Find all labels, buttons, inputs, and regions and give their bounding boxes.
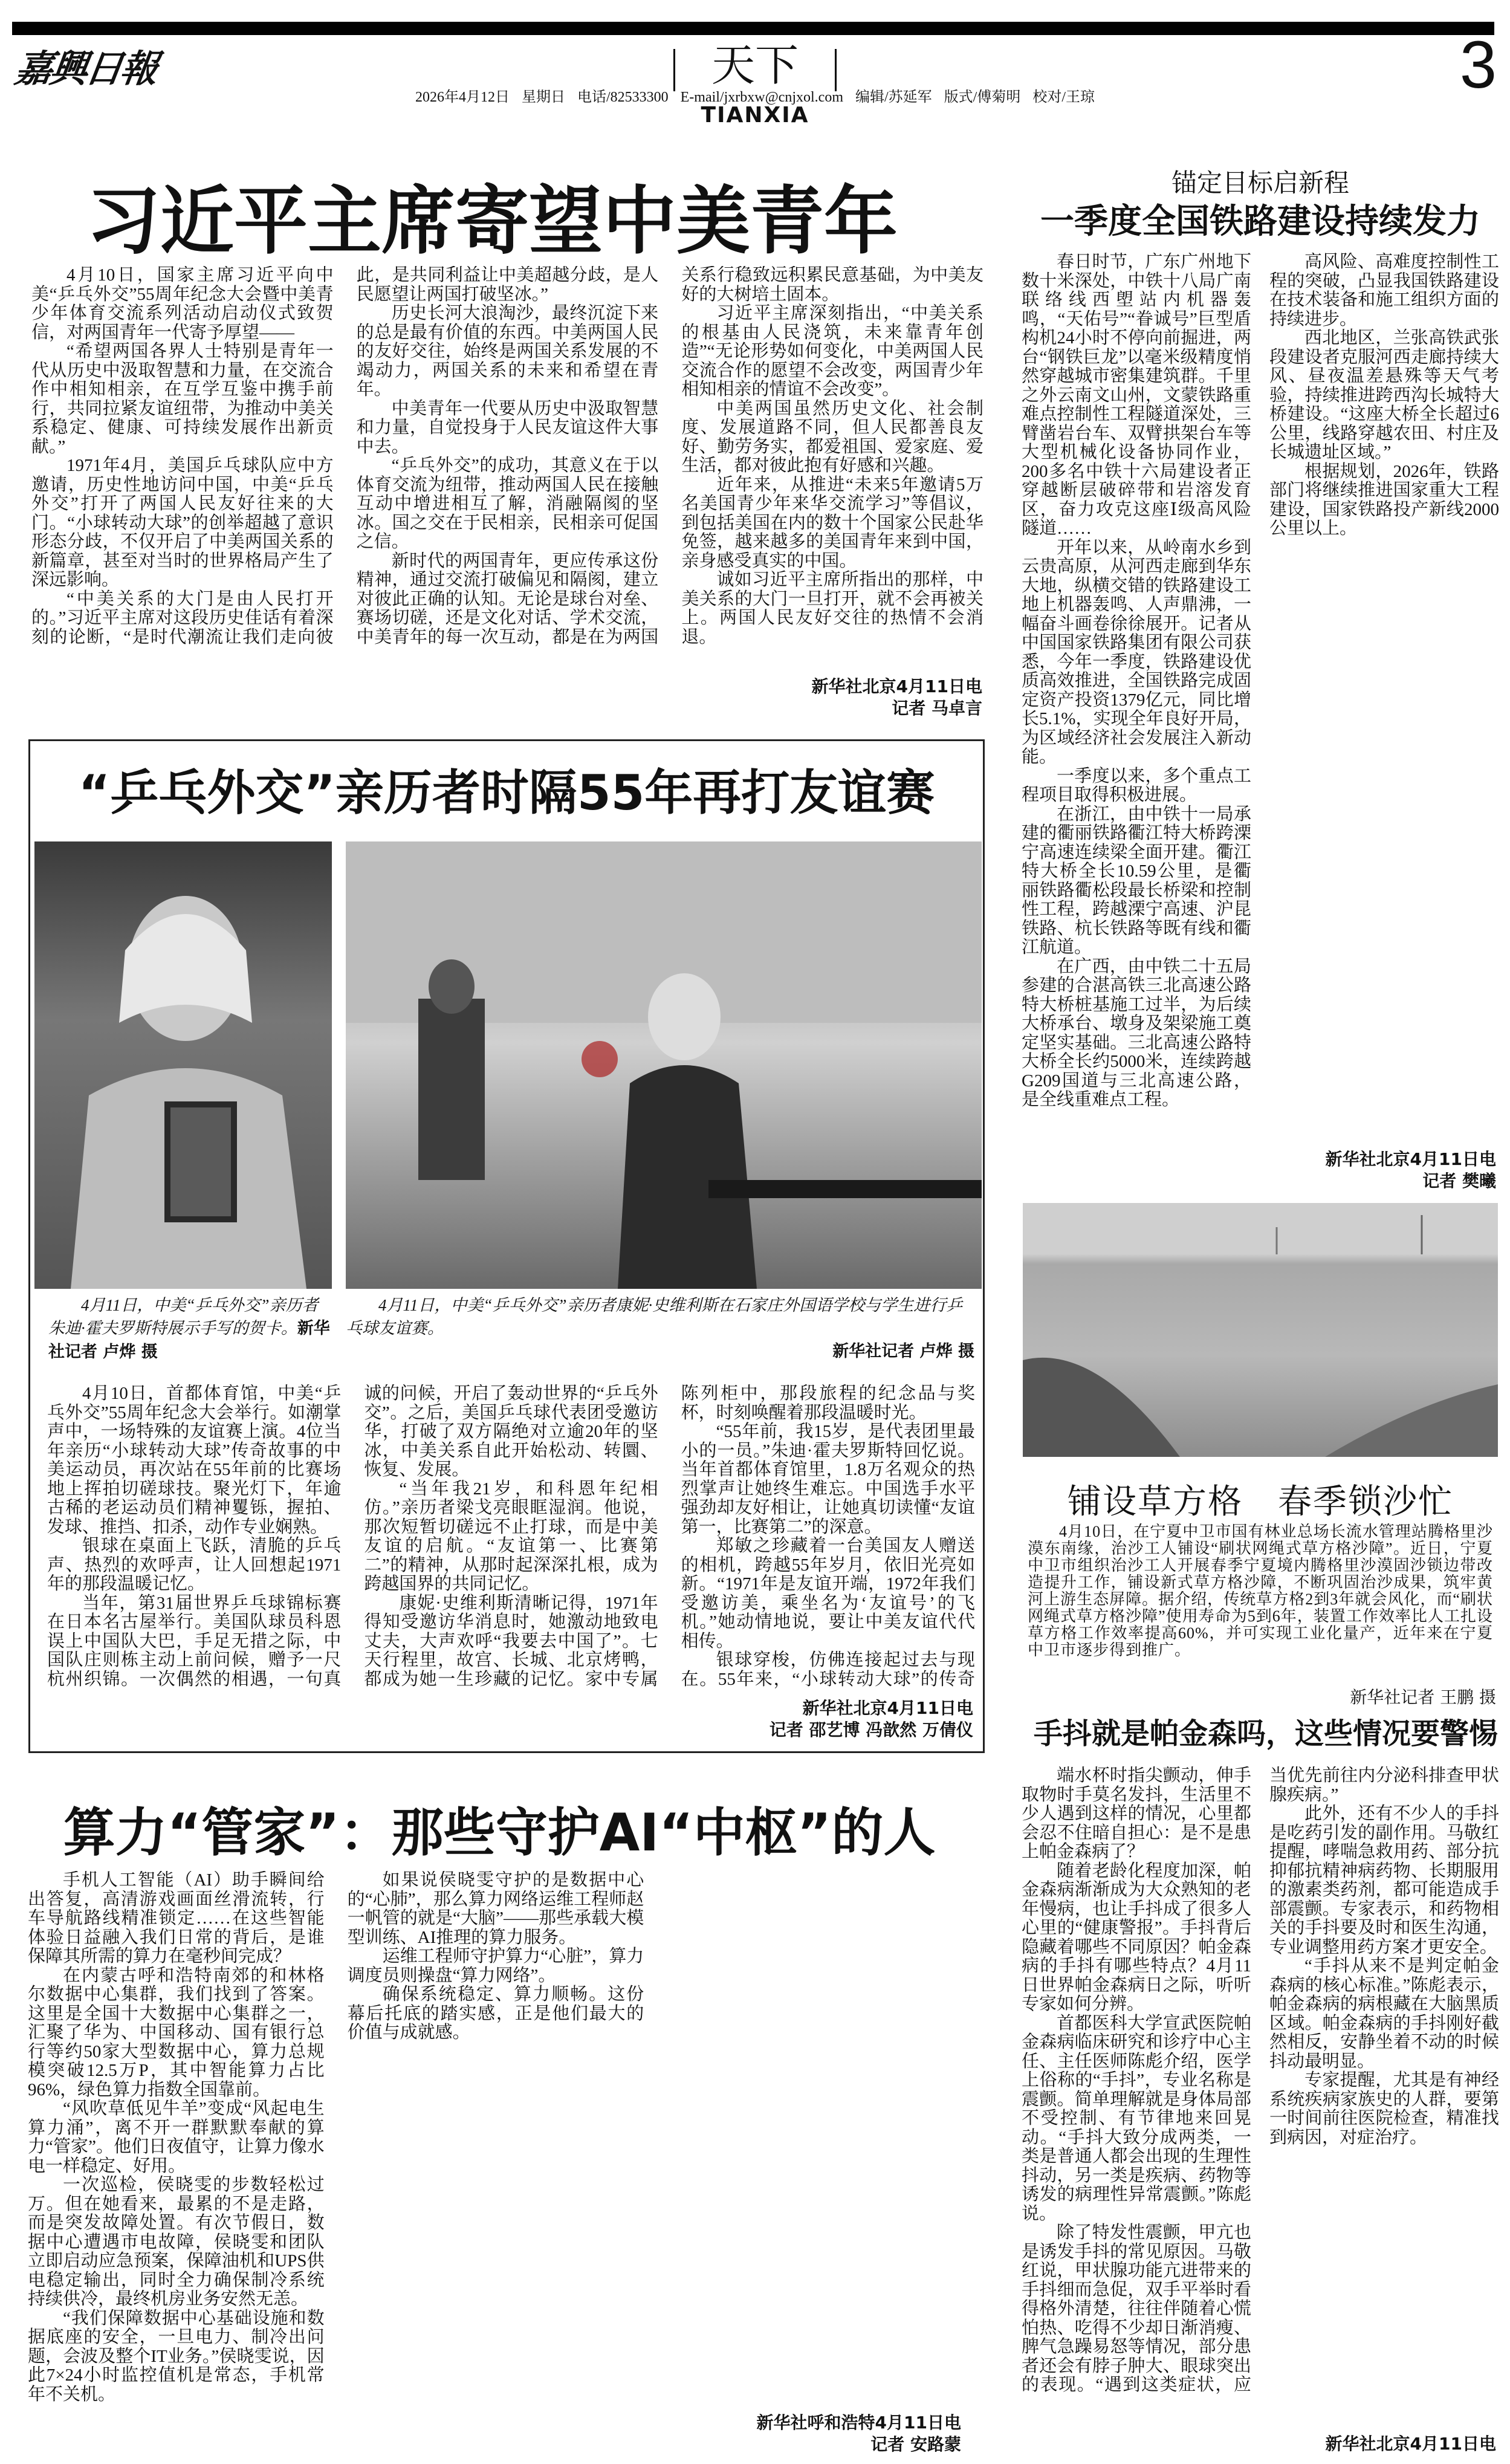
paragraph: “手抖从来不是判定帕金森病的核心标准。”陈彪表示，帕金森病的病根藏在大脑黑质区域。帕金森病的手抖刚好截然相反，安静坐着不动的时候抖动最明显。 xyxy=(1269,1956,1499,2071)
paragraph: 4月10日，国家主席习近平向中美“乒乓外交”55周年纪念大会暨中美青少年体育交流系列活动启动仪式致贺信，对两国青年一代寄予厚望—— xyxy=(31,266,334,342)
photo-desert-grass-grid xyxy=(1023,1203,1498,1457)
rail-kicker: 锚定目标启新程 xyxy=(1171,170,1349,198)
paragraph: 1971年4月，美国乒乓球队应中方邀请，历史性地访问中国，中美“乒乓外交”打开了两国人民友好往来的大门。“小球转动大球”的创举超越了意识形态分歧，不仅开启了中美两国关系的新篇章，甚至对当时的世界格局产生了深远影响。 xyxy=(31,456,334,589)
paragraph: 银球穿梭，仿佛连接起过去与现在。55年来，“小球转动大球”的传奇 xyxy=(681,1650,975,1689)
paragraph: 郑敏之珍藏着一台美国友人赠送的相机，跨越55年岁月，依旧光亮如新。“1971年是友谊开端，1972年我们受邀访美，乘坐名为‘友谊号’的飞机。”她动情地说，要让中美友谊代代相传。 xyxy=(681,1536,975,1651)
paragraph: 历史长河大浪淘沙，最终沉淀下来的总是最有价值的东西。中美两国人民的友好交往，始终是两国关系发展的不竭动力，两国关系的未来和希望在青年。 xyxy=(356,303,659,399)
paragraph: 运维工程师守护算力“心脏”，算力调度员则操盘“算力网络”。 xyxy=(347,1947,644,1985)
paragraph: “风吹草低见牛羊”变成“风起电生算力涌”，离不开一群默默奉献的算力“管家”。他们日夜值守，让算力像水电一样稳定、好用。 xyxy=(28,2099,325,2176)
paragraph: 根据规划，2026年，铁路部门将继续推进国家重大工程建设，国家铁路投产新线2000公里以上。 xyxy=(1269,461,1499,538)
photo-judy-card xyxy=(34,841,332,1289)
article-ai-byline xyxy=(665,2412,961,2456)
section-pinyin: TIANXIA xyxy=(701,103,809,128)
caption-right xyxy=(346,1294,974,1363)
paragraph: 端水杯时指尖颤动，伸手取物时手莫名发抖，生活里不少人遇到这样的情况，心里都会忍不住暗自担心：是不是患上帕金森病了？ xyxy=(1022,1766,1251,1861)
paragraph: 诚如习近平主席所指出的那样，中美关系的大门一旦打开，就不会再被关上。两国人民友好交往的热情不会消退。 xyxy=(681,570,983,647)
paragraph: 中美青年一代要从历史中汲取智慧和力量，自觉投身于人民友谊这件大事中去。 xyxy=(356,398,659,456)
photo-desert-caption: 4月10日，在宁夏中卫市国有林业总场长流水管理站腾格里沙漠东南缘，治沙工人铺设“刷状网绳式草方格沙障”。近日，宁夏中卫市组织治沙工人开展春季宁夏境内腾格里沙漠固沙锁边带改造提升工作，铺设新式草方格沙障，不断巩固治沙成果，筑牢黄河上游生态屏障。据介绍，传统草方格2到3年就会风化，而“刷状网绳式草方格沙障”使用寿命为5到6年，装置工作效率比人工扎设草方格工作效率提高60%，并可实现工业化量产，近年来在宁夏中卫市逐步得到推广。 xyxy=(1028,1523,1493,1659)
article-pingpong-byline xyxy=(668,1697,973,1741)
newspaper-logo: 嘉興日報 xyxy=(12,49,158,90)
paragraph: “当年我21岁，和科恩年纪相仿。”亲历者梁戈亮眼眶湿润。他说，那次短暂切磋远不止打球，而是中美友谊的启航。“友谊第一、比赛第二”的精神，从那时起深深扎根，成为跨越国界的共同记忆。 xyxy=(364,1479,658,1593)
layout-editor: 版式/傅菊明 xyxy=(944,89,1021,105)
photo-desert-landscape xyxy=(1023,1203,1498,1457)
article-parkinson-body xyxy=(1022,1766,1499,2425)
paragraph: 一季度以来，多个重点工程项目取得积极进展。 xyxy=(1022,766,1251,805)
paragraph: “希望两国各界人士特别是青年一代从历史中汲取智慧和力量，在交流合作中相知相亲，在互学互鉴中携手前行，共同拉紧友谊纽带，为推动中美关系稳定、健康、可持续发展作出新贡献。” xyxy=(31,342,334,456)
paragraph: 专家提醒，尤其是有神经系统疾病家族史的人群，要第一时间前往医院检查，精准找到病因，对症治疗。 xyxy=(1269,2070,1499,2147)
paragraph: “我们保障数据中心基础设施和数据底座的安全，一旦电力、制冷出问题，会波及整个IT业务。”侯晓雯说，因此7×24小时监控值机是常态，手机常年不关机。 xyxy=(28,2308,325,2404)
paragraph: 手机人工智能（AI）助手瞬间给出答复，高清游戏画面丝滑流转，行车导航路线精准锁定……在这些智能体验日益融入我们日常的背后，是谁保障其所需的算力在毫秒间完成？ xyxy=(28,1871,325,1966)
headline-parkinson: 手抖就是帕金森吗，这些情况要警惕 xyxy=(1033,1717,1498,1751)
paragraph: 康妮·史维利斯清晰记得，1971年得知受邀访华消息时，她激动地致电丈夫，大声欢呼“我要去中国了”。七天行程里，故宫、长城、北京烤鸭，都成为她一生珍藏的记忆。家中专属陈列柜中，那段旅程的纪念品与奖杯，时刻唤醒着那段温暖时光。 xyxy=(364,1384,975,1689)
headline-ai: 算力“管家”：那些守护AI“中枢”的人 xyxy=(63,1803,936,1863)
paragraph: 除了特发性震颤，甲亢也是诱发手抖的常见原因。马敬红说，甲状腺功能亢进带来的手抖细而急促，双手平举时看得格外清楚，往往伴随着心慌怕热、吃得不少却日渐消瘦、脾气急躁易怒等情况，部分患者还会有脖子肿大、眼球突出的表现。“遇到这类症状，应当优先前往内分泌科排查甲状腺疾病。” xyxy=(1022,1766,1499,2394)
paragraph: 4月10日，首都体育馆，中美“乒乓外交”55周年纪念大会举行。如潮掌声中，一场特殊的友谊赛上演。4位当年亲历“小球转动大球”传奇故事的中美运动员，再次站在55年前的比赛场地上挥拍切磋球技。聚光灯下，年逾古稀的老运动员们精神矍铄，握拍、发球、推挡、扣杀，动作专业娴熟。 xyxy=(47,1384,342,1537)
paragraph: 高风险、高难度控制性工程的突破，凸显我国铁路建设在技术装备和施工组织方面的持续进步。 xyxy=(1269,253,1499,329)
article-rail-byline xyxy=(1263,1149,1496,1192)
article-ai-body xyxy=(28,1871,964,2404)
paragraph: 随着老龄化程度加深，帕金森病渐渐成为大众熟知的老年慢病，也让手抖成了很多人心里的“健康警报”。手抖背后隐藏着哪些不同原因？帕金森病的手抖有哪些特点？4月11日世界帕金森病日之际，听听专家如何分辨。 xyxy=(1022,1861,1251,2014)
paragraph: 在广西，由中铁二十五局参建的合湛高铁三北高速公路特大桥桩基施工过半，为后续大桥承台、墩身及架梁施工奠定坚实基础。三北高速公路特大桥全长约5000米，连续跨越G209国道与三北高速公路，是全线重难点工程。 xyxy=(1022,956,1251,1109)
reporter: 记者 邵艺博 冯歆然 万倩仪 xyxy=(769,1720,973,1740)
paragraph: 西北地区，兰张高铁武张段建设者克服河西走廊持续大风、昼夜温差悬殊等天气考验，持续推进跨西沟长城特大桥建设。“这座大桥全长超过6公里，线路穿越农田、村庄及长城遗址区域。” xyxy=(1269,328,1499,462)
section-title: 天下 xyxy=(711,42,799,90)
article-xi-body xyxy=(31,266,983,666)
paragraph: 中美两国虽然历史文化、社会制度、发展道路不同，但人民都善良友好、勤劳务实，都爱祖国、爱家庭、爱生活，都对彼此抱有好感和兴趣。 xyxy=(681,398,983,475)
paragraph: 银球在桌面上飞跃，清脆的乒乓声、热烈的欢呼声，让人回想起1971年的那段温暖记忆。 xyxy=(47,1536,342,1593)
paragraph: 在浙江，由中铁十一局承建的衢丽铁路衢江特大桥跨溧宁高速连续梁全面开建。衢江特大桥全长10.59公里，是衢丽铁路衢松段最长桥梁和控制性工程，跨越溧宁高速、沪昆铁路、杭长铁路等既有线和衢江航道。 xyxy=(1022,804,1251,957)
paragraph: 一次巡检，侯晓雯的步数轻松过万。但在她看来，最累的不是走路，而是突发故障处置。有次节假日，数据中心遭遇市电故障，侯晓雯和团队立即启动应急预案，保障油机和UPS供电稳定输出，同时全力确保制冷系统持续供冷，最终机房业务安然无恙。 xyxy=(28,2175,325,2309)
page-number: 3 xyxy=(1459,28,1497,102)
paragraph: 当年，第31届世界乒乓球锦标赛在日本名古屋举行。美国队球员科恩误上中国队大巴，手足无措之际，中国队庄则栋主动上前问候，赠予一尺杭州织锦。一次偶然的相遇，一句真诚的问候，开启了轰动世界的“乒乓外交”。之后，美国乒乓球代表团受邀访华，打破了双方隔绝对立逾20年的坚冰，中美关系自此开始松动、转圜、恢复、发展。 xyxy=(47,1384,658,1689)
paragraph: 习近平主席深刻指出，“中美关系的根基由人民浇筑，未来靠青年创造”“无论形势如何变化，中美两国人民交流合作的愿望不会改变，两国青少年相知相亲的情谊不会改变”。 xyxy=(681,303,983,399)
weekday: 星期日 xyxy=(521,89,565,105)
paragraph: 如果说侯晓雯守护的是数据中心的“心肺”，那么算力网络运维工程师赵一帆管的就是“大脑”——那些承载大模型训练、AI推理的算力服务。 xyxy=(347,1871,644,1947)
dateline-source: 新华社北京4月11日电 xyxy=(1325,1149,1496,1169)
paragraph: 在内蒙古呼和浩特南郊的和林格尔数据中心集群，我们找到了答案。这里是全国十大数据中心集群之一，汇聚了华为、中国移动、国有银行总行等约50家大型数据中心，算力总规模突破12.5万P，其中智能算力占比96%，绿色算力指数全国靠前。 xyxy=(28,1965,325,2099)
caption-text: 4月11日，中美“乒乓外交”亲历者朱迪·霍夫罗斯特展示手写的贺卡。 xyxy=(48,1296,319,1337)
paragraph: 此外，还有不少人的手抖是吃药引发的副作用。马敬红提醒，哮喘急救用药、部分抗抑郁抗精神病药物、长期服用的激素类药剂，都可能造成手部震颤。专家表示，和药物相关的手抖要及时和医生沟通，专业调整用药方案才更安全。 xyxy=(1269,1804,1499,1957)
proofreader: 校对/王琼 xyxy=(1032,89,1095,105)
photo-desert-credit: 新华社记者 王鹏 摄 xyxy=(1350,1687,1496,1707)
paragraph: 春日时节，广东广州地下数十米深处，中铁十八局广南联络线西塱站内机器轰鸣，“天佑号”“眷诚号”巨型盾构机24小时不停向前掘进，两台“钢铁巨龙”以毫米级精度悄然穿越城市密集建筑群。千里之外云南文山州，文蒙铁路重难点控制性工程隧道深处，三臂凿岩台车、双臂拱架台车等大型机械化设备协同作业，200多名中铁十六局建设者正穿越断层破碎带和岩溶发育区，奋力攻克这座Ⅰ级高风险隧道…… xyxy=(1022,253,1251,538)
email: E-mail/jxrbxw@cnjxol.com xyxy=(680,89,844,105)
photo-credit: 新华社记者 卢烨 摄 xyxy=(832,1342,974,1361)
editor: 编辑/苏延军 xyxy=(855,89,932,105)
reporter: 记者 樊曦 xyxy=(1422,1171,1496,1191)
photo-desert-title: 铺设草方格 春季锁沙忙 xyxy=(1068,1483,1453,1521)
article-parkinson-byline: 新华社北京4月11日电 xyxy=(1325,2434,1496,2454)
phone: 电话/82533300 xyxy=(577,89,669,105)
paragraph: 开年以来，从岭南水乡到云贵高原，从河西走廊到华东大地，纵横交错的铁路建设工地上机器轰鸣、人声鼎沸，一幅奋斗画卷徐徐展开。记者从中国国家铁路集团有限公司获悉，今年一季度，铁路建设优质高效推进，全国铁路完成固定资产投资1379亿元，同比增长5.1%，实现全年良好开局，为区域经济社会发展注入新动能。 xyxy=(1022,537,1251,767)
caption-text: 4月11日，中美“乒乓外交”亲历者康妮·史维利斯在石家庄外国语学校与学生进行乒乓球友谊赛。 xyxy=(346,1296,963,1337)
photo-credit: 新华社记者 卢烨 摄 xyxy=(48,1319,330,1361)
headline-xi: 习近平主席寄望中美青年 xyxy=(86,178,898,264)
dateline-source: 新华社北京4月11日电 xyxy=(802,1698,973,1718)
paragraph: 近年来，从推进“未来5年邀请5万名美国青少年来华交流学习”等倡议，到包括美国在内的数十个国家公民赴华免签，越来越多的美国青年来到中国，亲身感受真实的中国。 xyxy=(681,475,983,571)
photo-table-tennis-scene xyxy=(346,841,982,1289)
paragraph: 首都医科大学宣武医院帕金森病临床研究和诊疗中心主任、主任医师陈彪介绍，医学上俗称的“手抖”，专业名称是震颤。简单理解就是身体局部不受控制、有节律地来回晃动。“手抖大致分成两类，一类是普通人都会出现的生理性抖动，另一类是疾病、药物等诱发的病理性异常震颤。”陈彪说。 xyxy=(1022,2013,1251,2223)
photo-woman-figure xyxy=(34,841,332,1289)
section-header xyxy=(0,30,1510,93)
dateline-source: 新华社呼和浩特4月11日电 xyxy=(756,2413,961,2433)
caption-left xyxy=(48,1294,332,1364)
article-rail-body xyxy=(1022,253,1499,1129)
dateline-source: 新华社北京4月11日电 xyxy=(811,676,982,696)
reporter: 记者 马卓言 xyxy=(892,698,982,718)
reporter: 记者 安路蒙 xyxy=(870,2434,961,2454)
photo-connie-match xyxy=(346,841,982,1289)
headline-rail: 一季度全国铁路建设持续发力 xyxy=(1040,202,1480,241)
paragraph: 确保系统稳定、算力顺畅。这份幕后托底的踏实感，正是他们最大的价值与成就感。 xyxy=(347,1985,644,2042)
paragraph: 新时代的两国青年，更应传承这份精神，通过交流打破偏见和隔阂，建立对彼此正确的认知。无论是球台对垒、赛场切磋，还是文化对话、学术交流，中美青年的每一次互动，都是在为两国关系行稳致远积累民意基础，为中美友好的大树培土固本。 xyxy=(356,266,983,647)
paragraph: “中美关系的大门是由人民打开的。”习近平主席对这段历史佳话有着深刻的论断，“是时代潮流让我们走向彼此，是共同利益让中美超越分歧，是人民愿望让两国打破坚冰。” xyxy=(31,266,659,647)
paragraph: “乒乓外交”的成功，其意义在于以体育交流为纽带，推动两国人民在接触互动中增进相互了解，消融隔阂的坚冰。国之交在于民相亲，民相亲可促国之信。 xyxy=(356,456,659,551)
article-pingpong-body xyxy=(47,1384,975,1689)
paragraph: “55年前，我15岁，是代表团里最小的一员。”朱迪·霍夫罗斯特回忆说。当年首都体育馆里，1.8万名观众的热烈掌声让她终生难忘。中国选手水平强劲却友好相让，让她真切读懂“友谊第一，比赛第二”的深意。 xyxy=(681,1422,975,1537)
headline-pingpong: “乒乓外交”亲历者时隔55年再打友谊赛 xyxy=(78,765,935,821)
article-xi-byline xyxy=(677,676,982,719)
date: 2026年4月12日 xyxy=(415,89,510,105)
